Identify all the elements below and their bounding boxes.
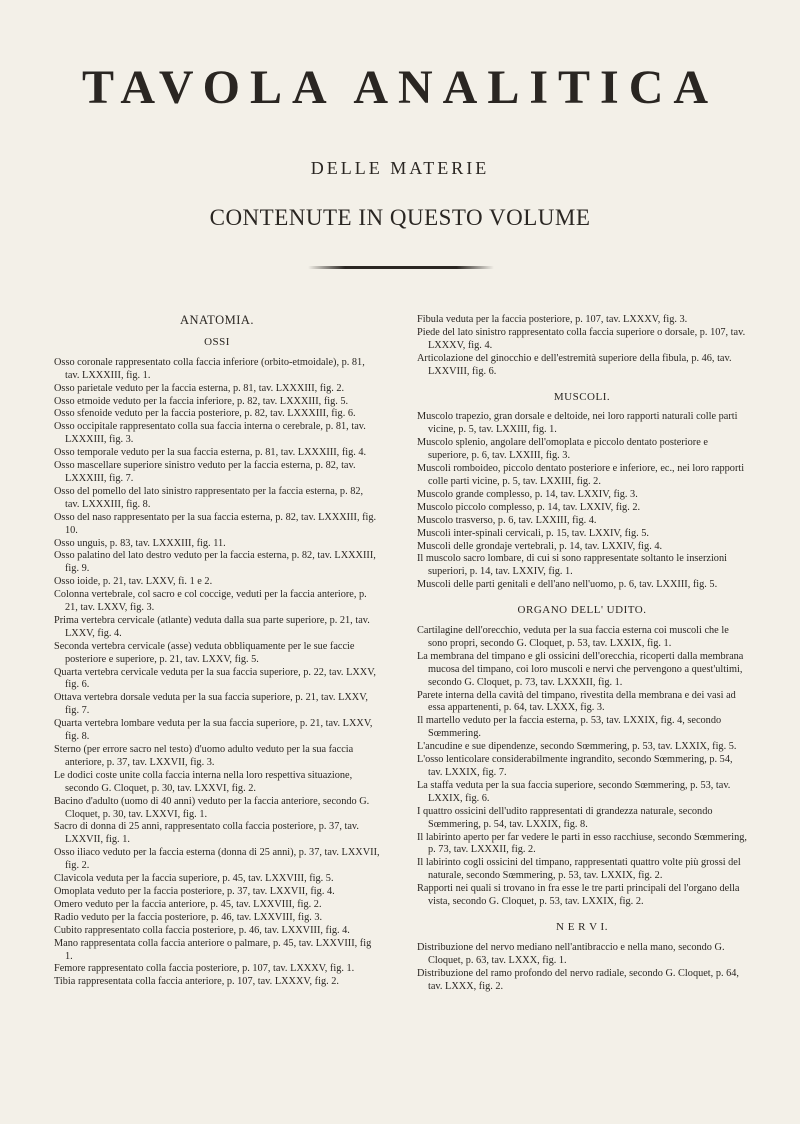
index-entry: Osso sfenoide veduto per la faccia posteriore, p. 82, tav. LXXXIII, fig. 6.: [54, 408, 356, 420]
index-entry: Le dodici coste unite colla faccia interna nella loro respettiva situazione, secondo G. Cloquet, p. 30, tav. LXXVI, fig. 2.: [54, 769, 353, 794]
index-entry: Ottava vertebra dorsale veduta per la sua faccia superiore, p. 21, tav. LXXV, fig. 7.: [54, 692, 368, 717]
index-entry: Prima vertebra cervicale (atlante) veduta dalla sua parte superiore, p. 21, tav. LXXV, fig. 4.: [54, 614, 370, 639]
index-entry: Osso unguis, p. 83, tav. LXXXIII, fig. 11.: [54, 537, 226, 549]
index-entry: Osso parietale veduto per la faccia esterna, p. 81, tav. LXXXIII, fig. 2.: [54, 382, 345, 394]
subsection-heading-muscoli: MUSCOLI.: [553, 390, 611, 403]
page-title: TAVOLA ANALITICA: [81, 61, 719, 114]
index-entry: L'ancudine e sue dipendenze, secondo Sœmmering, p. 53, tav. LXXIX, fig. 5.: [417, 741, 737, 753]
page-subtitle-secondary: CONTENUTE IN QUESTO VOLUME: [209, 205, 591, 230]
organo-udito-list: [417, 625, 747, 909]
index-entry: Clavicola veduta per la faccia superiore, p. 45, tav. LXXVIII, fig. 5.: [54, 873, 334, 885]
index-entry: Radio veduto per la faccia posteriore, p. 46, tav. LXXVIII, fig. 3.: [54, 911, 323, 923]
subsection-heading-organo-udito: ORGANO DELL' UDITO.: [517, 604, 647, 617]
index-entry: Distribuzione del nervo mediano nell'antibraccio e nella mano, secondo G. Cloquet, p. 63, tav. LXXX, fig. 1.: [417, 941, 725, 966]
index-entry: Quarta vertebra lombare veduta per la sua faccia superiore, p. 21, tav. LXXV, fig. 8.: [54, 718, 373, 743]
index-entry: Sacro di donna di 25 anni, rappresentato colla faccia posteriore, p. 37, tav. LXXVII, fig. 1.: [54, 821, 359, 846]
index-entry: Articolazione del ginocchio e dell'estremità superiore della fibula, p. 46, tav. LXXVIII, fig. 6.: [417, 352, 732, 377]
index-entry: La membrana del timpano e gli ossicini dell'orecchia, ricoperti dalla membrana mucosa del timpano, coi loro muscoli e nervi che pervengono a quest'ultimi, secondo G. Cloquet, p. 73, tav. LXXXII, fig. 1.: [417, 650, 744, 688]
index-entry: Osso coronale rappresentato colla faccia inferiore (orbito-etmoidale), p. 81, tav. LXXXIII, fig. 1.: [54, 356, 365, 381]
index-entry: Osso palatino del lato destro veduto per la faccia esterna, p. 82, tav. LXXXIII, fig. 9.: [54, 550, 376, 575]
index-entry: Muscoli inter-spinali cervicali, p. 15, tav. LXXIV, fig. 5.: [417, 527, 649, 539]
index-entry: Bacino d'adulto (uomo di 40 anni) veduto per la faccia anteriore, secondo G. Cloquet, p. 30, tav. LXXVI, fig. 1.: [54, 795, 370, 820]
index-entry: Rapporti nei quali si trovano in fra esse le tre parti principali del l'organo della vista, secondo G. Cloquet, p. 53, tav. LXXIX, fig. 2.: [417, 883, 740, 908]
index-entry: Tibia rappresentata colla faccia anteriore, p. 107, tav. LXXXV, fig. 2.: [54, 976, 339, 988]
index-entry: La staffa veduta per la sua faccia superiore, secondo Sœmmering, p. 53, tav. LXXIX, fig. 6.: [417, 779, 731, 804]
index-entry: Fibula veduta per la faccia posteriore, p. 107, tav. LXXXV, fig. 3.: [417, 314, 688, 325]
subsection-heading-ossi: OSSI: [204, 335, 230, 348]
section-heading-anatomia: ANATOMIA.: [179, 313, 255, 327]
subsection-heading-nervi: N E R V I.: [556, 920, 608, 933]
index-entry: Colonna vertebrale, col sacro e col coccige, veduti per la faccia anteriore, p. 21, tav. LXXV, fig. 3.: [54, 589, 367, 614]
index-entry: Muscoli delle parti genitali e dell'ano nell'uomo, p. 6, tav. LXXIII, fig. 5.: [417, 579, 718, 591]
index-entry: Seconda vertebra cervicale (asse) veduta obbliquamente per le sue faccie posteriore e superiore, p. 21, tav. LXXV, fig. 5.: [54, 640, 355, 665]
index-entry: Distribuzione del ramo profondo del nervo radiale, secondo G. Cloquet, p. 64, tav. LXXX, fig. 2.: [417, 967, 739, 992]
index-entry: Muscolo trapezio, gran dorsale e deltoide, nei loro rapporti naturali colle parti vicine, p. 5, tav. LXXIII, fig. 1.: [417, 411, 738, 436]
index-entry: Omero veduto per la faccia anteriore, p. 45, tav. LXXVIII, fig. 2.: [54, 898, 322, 910]
index-entry: L'osso lenticolare considerabilmente ingrandito, secondo Sœmmering, p. 54, tav. LXXIX, fig. 7.: [417, 754, 733, 778]
index-entry: Quarta vertebra cervicale veduta per la sua faccia superiore, p. 22, tav. LXXV, fig. 6.: [54, 666, 376, 691]
ossi-list: [54, 357, 380, 989]
index-entry: Muscolo splenio, angolare dell'omoplata e piccolo dentato posteriore e superiore, p. 6, tav. LXXIII, fig. 3.: [417, 437, 708, 462]
index-entry: Femore rappresentato colla faccia posteriore, p. 107, tav. LXXXV, fig. 1.: [54, 963, 355, 975]
index-entry: Il labirinto aperto per far vedere le parti in esso racchiuse, secondo Sœmmering, p. 73, tav. LXXXII, fig. 2.: [417, 831, 747, 856]
index-entry: Piede del lato sinistro rappresentato colla faccia superiore o dorsale, p. 107, tav. LXXXV, fig. 4.: [417, 326, 746, 351]
muscoli-list: [417, 411, 747, 592]
nervi-list: [417, 942, 747, 994]
index-entry: Osso ioide, p. 21, tav. LXXV, fi. 1 e 2.: [54, 576, 213, 588]
index-entry: Il labirinto cogli ossicini del timpano, rappresentati quattro volte più grossi del naturale, secondo Sœmmering, p. 53, tav. LXXIX, fig. 2.: [417, 857, 741, 882]
index-entry: Osso occipitale rappresentato colla sua faccia interna o cerebrale, p. 81, tav. LXXXIII, fig. 3.: [54, 421, 366, 446]
index-entry: Osso etmoide veduto per la faccia inferiore, p. 82, tav. LXXXIII, fig. 5.: [54, 395, 349, 407]
index-entry: Il martello veduto per la faccia esterna, p. 53, tav. LXXIX, fig. 4, secondo Sœmmering.: [417, 715, 722, 740]
index-entry: Muscolo grande complesso, p. 14, tav. LXXIV, fig. 3.: [417, 488, 638, 500]
index-entry: Cubito rappresentato colla faccia posteriore, p. 46, tav. LXXVIII, fig. 4.: [54, 924, 350, 936]
index-entry: Muscoli romboideo, piccolo dentato posteriore e inferiore, ec., nei loro rapporti colle parti vicine, p. 5, tav. LXXIII, fig. 2.: [417, 463, 745, 487]
index-entry: Sterno (per errore sacro nel testo) d'uomo adulto veduto per la sua faccia anteriore, p. 37, tav. LXXVII, fig. 3.: [54, 744, 354, 768]
index-entry: Muscoli delle grondaje vertebrali, p. 14, tav. LXXIV, fig. 4.: [417, 540, 663, 552]
index-entry: Osso temporale veduto per la sua faccia esterna, p. 81, tav. LXXXIII, fig. 4.: [54, 447, 367, 459]
index-entry: Muscolo piccolo complesso, p. 14, tav. LXXIV, fig. 2.: [417, 501, 641, 513]
index-entry: Cartilagine dell'orecchio, veduta per la sua faccia esterna coi muscoli che le sono propri, secondo G. Cloquet, p. 53, tav. LXXIX, fig. 1.: [417, 625, 729, 649]
index-entry: I quattro ossicini dell'udito rappresentati di grandezza naturale, secondo Sœmmering, p. 54, tav. LXXIX, fig. 8.: [417, 805, 713, 830]
ossi-list-continued: [417, 314, 747, 379]
index-entry: Il muscolo sacro lombare, di cui si sono rappresentate soltanto le inserzioni superiori, p. 14, tav. LXXIV, fig. 1.: [417, 553, 727, 578]
index-entry: Osso del pomello del lato sinistro rappresentato per la faccia esterna, p. 82, tav. LXXXIII, fig. 8.: [54, 485, 364, 510]
index-entry: Parete interna della cavità del timpano, rivestita della membrana e dei vasi ad essa appartenenti, p. 64, tav. LXXX, fig. 3.: [417, 689, 736, 714]
left-column: [54, 314, 380, 989]
index-entry: Osso del naso rappresentato per la sua faccia esterna, p. 82, tav. LXXXIII, fig. 10.: [54, 511, 377, 536]
index-entry: Mano rappresentata colla faccia anteriore o palmare, p. 45, tav. LXXVIII, fig 1.: [54, 937, 372, 962]
index-entry: Muscolo trasverso, p. 6, tav. LXXIII, fig. 4.: [417, 514, 597, 526]
index-entry: Osso mascellare superiore sinistro veduto per la faccia esterna, p. 82, tav. LXXXIII, fig. 7.: [54, 460, 356, 484]
decorative-rule: [308, 266, 494, 269]
page-subtitle: DELLE MATERIE: [310, 158, 490, 178]
index-entry: Osso iliaco veduto per la faccia esterna (donna di 25 anni), p. 37, tav. LXXVII, fig. 2.: [54, 847, 380, 872]
right-column: [417, 314, 747, 994]
index-entry: Omoplata veduto per la faccia posteriore, p. 37, tav. LXXVII, fig. 4.: [54, 885, 335, 897]
